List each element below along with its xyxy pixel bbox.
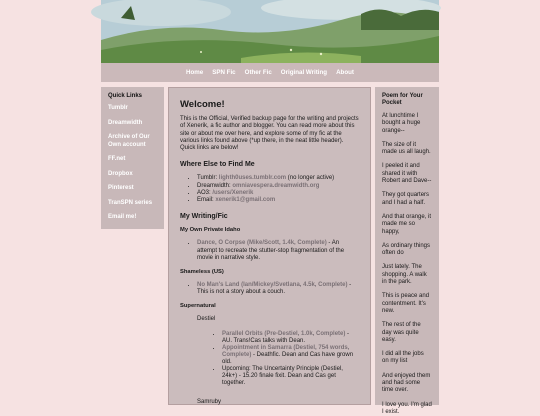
where-heading: Where Else to Find Me	[180, 161, 255, 169]
quick-link-transpn[interactable]: TranSPN series	[108, 199, 153, 206]
email-link[interactable]: xenerik1@gmail.com	[215, 197, 276, 204]
main-content	[168, 87, 371, 405]
list-item: • Dance, O Corpse (Mike/Scott, 1.4k, Complete) - An attempt to recreate the stutter-stop fragmentation of the movie in narrative style.	[197, 240, 359, 262]
tumblr-link[interactable]: lighth0uses.tumblr.com	[218, 175, 287, 182]
poem-stanza: And enjoyed them and had some time over.	[382, 372, 431, 394]
poem-stanza: At lunchtime I bought a huge orange--	[382, 113, 421, 134]
quick-link-tumblr[interactable]: Tumblr	[108, 105, 128, 111]
writing-heading: My Writing/Fic	[180, 213, 228, 221]
quick-link-email[interactable]: Email me!	[108, 214, 137, 220]
poem-stanza: Just lately. The shopping. A walk in the park.	[382, 264, 427, 286]
quick-link-ao3[interactable]: Archive of Our Own account	[108, 134, 150, 148]
quick-link-dropbox[interactable]: Dropbox	[108, 170, 133, 177]
list-item: • Dreamwidth: omniavespera.dreamwidth.org	[197, 183, 359, 190]
nav-about[interactable]: About	[336, 69, 354, 76]
poem-stanza: This is peace and contentment. It's new.	[382, 293, 430, 314]
where-list	[197, 175, 359, 204]
nav-original-writing[interactable]: Original Writing	[280, 69, 328, 76]
quick-links-title: Quick Links	[108, 93, 143, 99]
destiel-fic-list	[222, 331, 359, 387]
poem-stanza: As ordinary things often do	[382, 242, 431, 257]
poem-sidebar	[375, 87, 439, 415]
poem-stanza: The rest of the day was quite easy.	[382, 322, 421, 343]
section-idaho-title: My Own Private Idaho	[180, 227, 241, 234]
intro-paragraph: This is the Official, Verified backup page for the writing and projects of Xenerik, a fic author and blogger. You can read more about this site or about me over here, and explore some of my fic at the various links found above (*up there, in the neat little header). Quick links are below!	[180, 116, 359, 152]
poem-stanza: I love you. I'm glad I exist.	[382, 401, 432, 415]
quick-link-pinterest[interactable]: Pinterest	[108, 185, 134, 191]
poem-stanza: The size of it made us all laugh.	[382, 141, 431, 156]
section-shameless-title: Shameless (US)	[180, 268, 224, 275]
poem-stanza: I peeled it and shared it with Robert and Dave--	[382, 163, 432, 185]
poem-stanza: And that orange, it made me so happy,	[382, 213, 432, 235]
shameless-fic-list	[197, 282, 359, 296]
list-item: • Email: xenerik1@gmail.com	[197, 197, 359, 204]
quick-link-ffnet[interactable]: FF.net	[108, 156, 126, 162]
fic-link-appointment-in-samarra[interactable]: Appointment in Samarra (Destiel, 754 words, Complete)	[222, 345, 350, 359]
quick-links-sidebar	[101, 87, 164, 229]
ao3-link[interactable]: /users/Xenerik	[212, 189, 254, 196]
idaho-fic-list	[197, 240, 359, 262]
list-item: • Appointment in Samarra (Destiel, 754 words, Complete) - Deathfic. Dean and Cas have grown old.	[222, 345, 359, 366]
top-navigation	[101, 63, 439, 82]
fic-link-no-mans-land[interactable]: No Man's Land (Ian/Mickey/Svetlana, 4.5k, Complete)	[197, 281, 348, 288]
poem-stanza: I did all the jobs on my list	[382, 351, 424, 365]
list-item: • Parallel Orbits (Pre-Destiel, 1.0k, Complete) - AU. Trans!Cas talks with Dean.	[222, 331, 359, 345]
list-item: • No Man's Land (Ian/Mickey/Svetlana, 4.5k, Complete) - This is not a story about a couch.	[197, 282, 359, 296]
section-supernatural-title: Supernatural	[180, 303, 216, 310]
header-banner-image	[101, 0, 439, 63]
dreamwidth-link[interactable]: omniavespera.dreamwidth.org	[232, 182, 320, 189]
landscape-illustration	[101, 0, 439, 63]
nav-home[interactable]: Home	[186, 69, 204, 76]
list-item: • AO3: /users/Xenerik	[197, 190, 359, 197]
fic-link-parallel-orbits[interactable]: Parallel Orbits (Pre-Destiel, 1.0k, Complete)	[222, 331, 346, 338]
poem-title: Poem for Your Pocket	[382, 93, 423, 106]
page-title: Welcome!	[180, 99, 225, 110]
nav-spn-fic[interactable]: SPN Fic	[212, 69, 236, 76]
fic-link-dance-o-corpse[interactable]: Dance, O Corpse (Mike/Scott, 1.4k, Complete)	[197, 240, 327, 247]
destiel-label: Destiel	[197, 316, 216, 323]
quick-link-dreamwidth[interactable]: Dreamwidth	[108, 119, 143, 126]
nav-other-fic[interactable]: Other Fic	[244, 69, 272, 76]
list-item: • Tumblr: lighth0uses.tumblr.com (no longer active)	[197, 175, 359, 182]
samruby-label: Samruby	[197, 399, 222, 406]
poem-stanza: They got quarters and I had a half.	[382, 192, 430, 206]
list-item: • Upcoming: The Uncertainty Principle (Destiel, 24k+) - 15.20 finale fixit. Dean and Cas get together.	[222, 366, 359, 387]
